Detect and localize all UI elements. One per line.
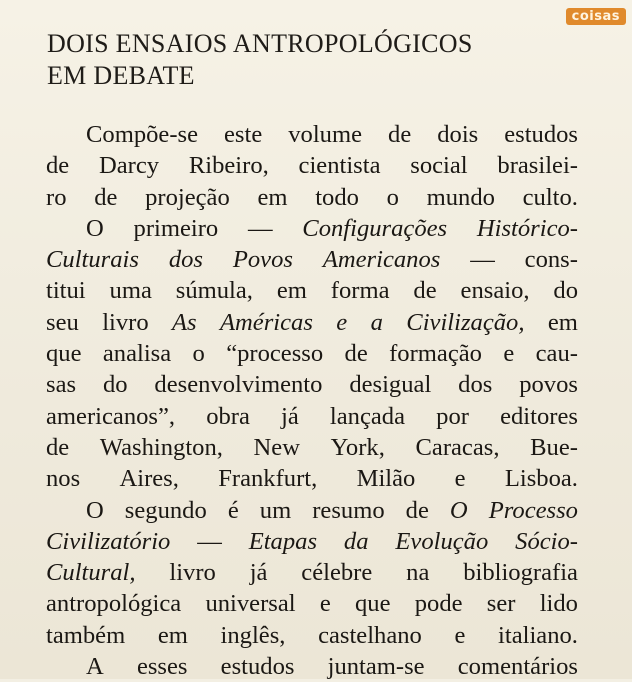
word: dois [437,121,479,148]
word: cientista [298,152,381,180]
word: comentários [457,653,578,681]
word: Darcy [98,152,160,180]
word: e [454,621,466,649]
word: Sócio- [515,527,578,555]
word: dos [168,246,203,274]
word: também [46,621,126,649]
word: Aires, [119,465,179,493]
text-line [46,432,578,463]
word: Configurações [302,214,448,242]
text-line [46,150,578,181]
word: forma [330,277,390,305]
word: em [547,308,578,336]
word: Cultural, [46,559,136,587]
text-line [46,275,578,306]
word: Histórico- [476,214,578,242]
word: seu [46,308,79,336]
text-line [46,495,578,526]
word: Américas [220,308,313,336]
word: súmula, [175,277,253,305]
word: inglês, [220,621,286,649]
word: “processo [226,340,324,368]
word: pode [414,590,463,618]
article-title [47,28,587,92]
word: Lisboa. [504,465,578,493]
word: formação [389,340,482,368]
word: nos [46,465,81,493]
article-body [46,119,578,682]
word: lido [539,590,578,618]
word: do [553,277,578,305]
word: resumo [312,496,385,524]
word: já [249,559,268,587]
text-line [46,557,578,588]
text-line [46,526,578,557]
word: em [276,277,307,305]
word: livro [169,559,216,587]
word: de [388,121,412,148]
word: célebre [301,559,373,587]
word: e [503,340,515,368]
word: estudos [504,121,578,148]
word: americanos”, [46,402,176,430]
title-line-2: EM DEBATE [47,61,195,90]
word: sas [46,371,77,399]
word: culto. [522,183,578,211]
word: Civilização, [406,308,525,336]
text-line [46,182,578,213]
word: de [46,433,70,461]
word: Frankfurt, [218,465,318,493]
word: dos [458,371,493,399]
word: esses [136,653,188,681]
word: — [470,246,495,274]
word: Milão [356,465,416,493]
text-line [46,620,578,651]
word: Processo [488,496,578,524]
word: social [410,152,468,180]
word: primeiro [133,214,219,242]
word: todo [315,183,359,211]
word: Etapas [248,527,318,555]
word: analisa [102,340,172,368]
word: cons- [524,246,578,274]
word: da [343,527,369,555]
word: Americanos [322,246,441,274]
word: juntam-se [327,653,425,681]
word: York, [330,433,385,461]
word: volume [288,121,363,148]
word: por [436,402,469,430]
word: — [247,214,273,242]
word: e [319,590,331,618]
text-line [46,401,578,432]
word: O [86,214,104,242]
word: a [370,308,383,336]
word: estudos [220,653,295,681]
word: o [192,340,205,368]
text-line [46,651,578,682]
word: Bue- [530,433,578,461]
word: de [46,152,70,180]
word: cau- [535,340,578,368]
word: Caracas, [415,433,500,461]
word: já [281,402,299,430]
word: mundo [426,183,495,211]
word: italiano. [498,621,578,649]
word: projeção [145,183,230,211]
word: Washington, [99,433,223,461]
word: desigual [349,371,432,399]
word: O [86,496,104,524]
word: antropológica [46,590,182,618]
word: que [355,590,391,618]
text-line [46,307,578,338]
text-line [46,588,578,619]
text-line [46,369,578,400]
word: povos [519,371,578,399]
word: e [454,465,466,493]
word: uma [109,277,152,305]
word: ser [486,590,516,618]
text-line [46,338,578,369]
word: o [386,183,399,211]
text-line [46,244,578,275]
word: em [257,183,288,211]
text-line [46,213,578,244]
text-line [46,119,578,150]
word: Evolução [395,527,489,555]
word: obra [206,402,250,430]
word: bibliografia [463,559,578,587]
word: e [336,308,348,336]
word: do [102,371,128,399]
watermark-stamp: coisas [566,8,626,25]
word: castelhano [318,621,422,649]
word: desenvolvimento [154,371,323,399]
word: de [405,496,429,524]
word: Compõe-se [86,121,199,148]
word: As [172,308,197,336]
word: ro [46,183,67,211]
word: New [253,433,300,461]
word: — [197,527,222,555]
text-line [46,463,578,494]
word: Culturais [46,246,139,274]
word: que [46,340,82,368]
word: livro [102,308,149,336]
word: um [259,496,292,524]
title-line-1: DOIS ENSAIOS ANTROPOLÓGICOS [47,29,473,58]
word: de [413,277,437,305]
word: brasilei- [497,152,578,180]
word: Ribeiro, [188,152,269,180]
word: Civilizatório [46,527,171,555]
word: de [94,183,118,211]
word: de [344,340,368,368]
word: Povos [232,246,293,274]
word: A [86,653,104,681]
word: segundo [124,496,207,524]
word: ensaio, [460,277,530,305]
word: lançada [329,402,406,430]
word: este [224,121,263,148]
word: editores [500,402,578,430]
word: em [157,621,188,649]
word: universal [205,590,296,618]
word: O [449,496,468,524]
word: titui [46,277,86,305]
word: é [227,496,239,524]
word: na [406,559,430,587]
